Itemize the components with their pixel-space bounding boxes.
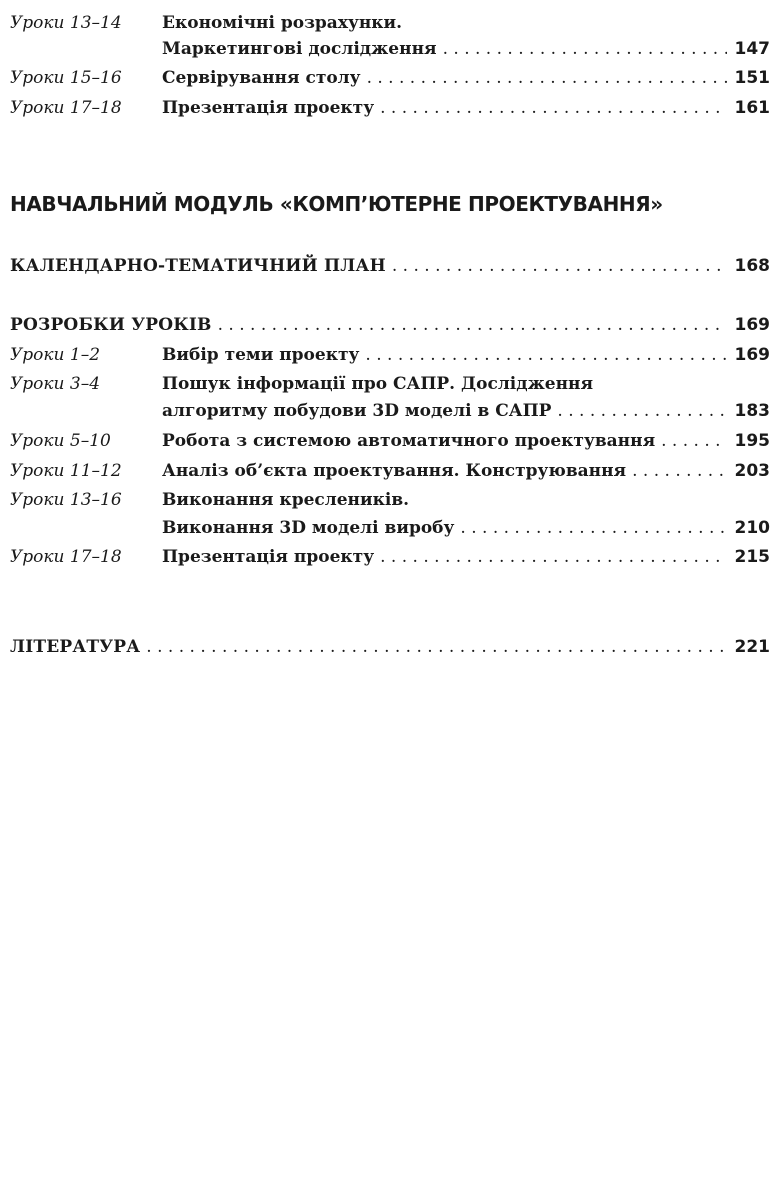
dot-leader	[557, 396, 726, 426]
module-heading: НАВЧАЛЬНИЙ МОДУЛЬ «КОМП’ЮТЕРНЕ ПРОЕКТУВАННЯ»	[10, 192, 663, 216]
section-title: ЛІТЕРАТУРА	[10, 637, 141, 657]
toc-entry	[10, 542, 770, 572]
page-number: 169	[734, 345, 770, 365]
dot-leader	[218, 310, 727, 340]
toc-entry	[10, 63, 770, 93]
toc-entry	[10, 426, 770, 456]
dot-leader	[392, 251, 727, 281]
toc-section-entry	[10, 310, 770, 340]
entry-title-line2: Маркетингові дослідження	[162, 39, 437, 59]
lesson-number: Уроки 5–10	[10, 431, 111, 451]
section-title: РОЗРОБКИ УРОКІВ	[10, 315, 212, 335]
dot-leader	[460, 513, 726, 543]
toc-entry-continued	[10, 396, 770, 426]
page-number: 221	[734, 637, 770, 657]
entry-title-line1: Пошук інформації про САПР. Дослідження	[162, 374, 594, 394]
toc-entry-continued	[10, 34, 770, 64]
toc-section-entry	[10, 251, 770, 281]
toc-entry	[10, 93, 770, 123]
lesson-number: Уроки 13–16	[10, 490, 122, 510]
dot-leader	[367, 63, 727, 93]
section-title: КАЛЕНДАРНО-ТЕМАТИЧНИЙ ПЛАН	[10, 256, 386, 276]
lesson-number: Уроки 17–18	[10, 547, 122, 567]
entry-title: Робота з системою автоматичного проектування	[162, 431, 656, 451]
toc-entry	[10, 369, 770, 399]
page-number: 195	[734, 431, 770, 451]
page-number: 168	[734, 256, 770, 276]
toc-entry	[10, 485, 770, 515]
lesson-number: Уроки 11–12	[10, 461, 122, 481]
entry-title: Аналіз об’єкта проектування. Конструювання	[162, 461, 627, 481]
page-number: 147	[734, 39, 770, 59]
lesson-number: Уроки 15–16	[10, 68, 122, 88]
entry-title-line1: Виконання креслеників.	[162, 490, 410, 510]
page-number: 183	[734, 401, 770, 421]
lesson-number: Уроки 13–14	[10, 13, 122, 33]
page-number: 161	[734, 98, 770, 118]
page-number: 151	[734, 68, 770, 88]
page-number: 203	[734, 461, 770, 481]
page-number: 215	[734, 547, 770, 567]
dot-leader	[632, 456, 726, 486]
entry-title: Сервірування столу	[162, 68, 361, 88]
entry-title: Презентація проекту	[162, 98, 375, 118]
lesson-number: Уроки 3–4	[10, 374, 101, 394]
toc-entry	[10, 340, 770, 370]
dot-leader	[380, 93, 726, 123]
lesson-number: Уроки 17–18	[10, 98, 122, 118]
dot-leader	[146, 632, 726, 662]
entry-title-line1: Економічні розрахунки.	[162, 13, 403, 33]
entry-title-line2: Виконання 3D моделі виробу	[162, 518, 455, 538]
dot-leader	[365, 340, 726, 370]
entry-title: Презентація проекту	[162, 547, 375, 567]
dot-leader	[443, 34, 727, 64]
dot-leader	[661, 426, 726, 456]
lesson-number: Уроки 1–2	[10, 345, 101, 365]
toc-entry-continued	[10, 513, 770, 543]
entry-title-line2: алгоритму побудови 3D моделі в САПР	[162, 401, 552, 421]
toc-section-entry	[10, 632, 770, 662]
toc-entry	[10, 456, 770, 486]
entry-title: Вибір теми проекту	[162, 345, 360, 365]
dot-leader	[380, 542, 726, 572]
page-number: 210	[734, 518, 770, 538]
page-number: 169	[734, 315, 770, 335]
